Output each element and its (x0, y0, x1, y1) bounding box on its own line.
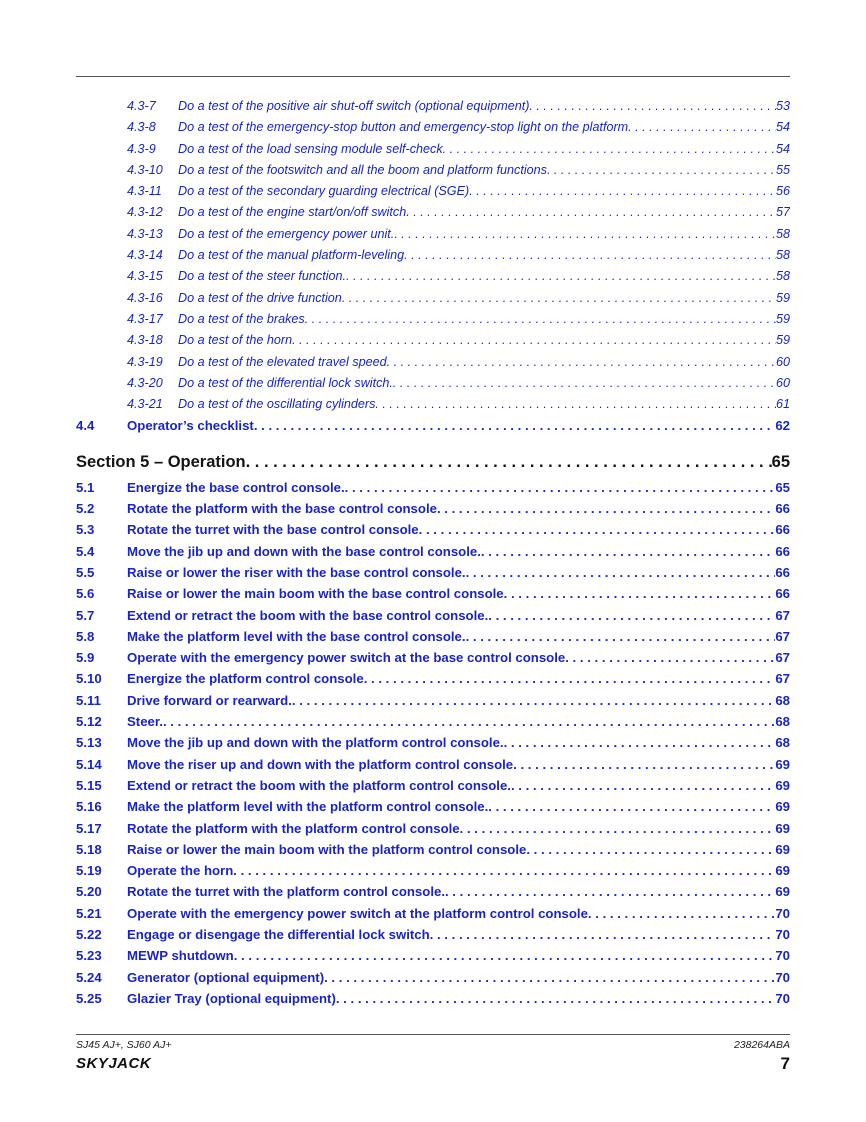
dot-leader (404, 245, 776, 266)
toc-entry-number: 5.22 (76, 926, 102, 942)
skyjack-logo: SKYJACK (76, 1055, 152, 1072)
toc-entry-title: Do a test of the engine start/on/off switch (178, 205, 407, 220)
toc-entry-title: Operator’s checklist (127, 418, 254, 434)
toc-entry[interactable] (76, 266, 790, 287)
toc-entry-number: 5.11 (76, 692, 101, 708)
footer-doc-number: 238264ABA (733, 1039, 790, 1051)
toc-entry-title: Steer. (127, 714, 163, 730)
toc-entry-page: 60 (775, 375, 790, 390)
toc-entry-page: 58 (775, 269, 790, 284)
toc-entry-page: 67 (775, 650, 790, 666)
dot-leader (246, 449, 772, 475)
toc-entry[interactable] (76, 117, 790, 138)
toc-entry-page: 68 (775, 692, 790, 708)
toc-entry-number: 5.23 (76, 948, 102, 964)
toc-entry-number: 5.1 (76, 479, 95, 495)
toc-entry[interactable] (76, 818, 790, 839)
toc-entry-page: 55 (775, 162, 790, 177)
toc-entry-title: Rotate the turret with the platform control console. (127, 884, 445, 900)
toc-entry-page: 69 (775, 841, 790, 857)
toc-entry[interactable] (76, 202, 790, 223)
toc-entry-title: Do a test of the manual platform-leveling (178, 248, 405, 263)
toc-entry-number: 5.13 (76, 735, 102, 751)
toc-entry[interactable] (76, 945, 790, 966)
toc-entry-number: 5.24 (76, 969, 102, 985)
dot-leader (511, 775, 775, 796)
toc-entry[interactable] (76, 775, 790, 796)
toc-entry-page: 59 (775, 311, 790, 326)
dot-leader (406, 202, 776, 223)
toc-entry[interactable] (76, 245, 790, 266)
toc-entry-number: 5.25 (76, 990, 102, 1006)
toc-entry-title: Engage or disengage the differential lock switch (127, 926, 430, 942)
toc-entry[interactable] (76, 330, 790, 351)
toc-entry-number: 5.14 (76, 756, 102, 772)
dot-leader (469, 181, 776, 202)
toc-entry-number: 4.3-15 (127, 269, 163, 284)
dot-leader (565, 647, 775, 668)
dot-leader (375, 394, 776, 415)
toc-entry-number: 5.2 (76, 501, 95, 517)
toc-entry[interactable] (76, 839, 790, 860)
toc-section-heading[interactable] (76, 449, 790, 475)
toc-entry-page: 67 (775, 628, 790, 644)
toc-entry-title: Do a test of the positive air shut-off switch (optional equipment) (178, 99, 530, 113)
dot-leader (346, 266, 776, 287)
toc-entry[interactable] (76, 160, 790, 181)
toc-entry-title: Do a test of the load sensing module self-check (178, 141, 443, 156)
toc-entry[interactable] (76, 352, 790, 373)
toc-entry-title: Do a test of the drive function (178, 290, 342, 305)
page-number: 7 (780, 1054, 790, 1073)
toc-entry[interactable] (76, 181, 790, 202)
dot-leader (419, 519, 776, 540)
toc-entry-title: Operate with the emergency power switch at the platform control console (127, 905, 588, 921)
toc-entry-page: 69 (775, 820, 790, 836)
toc-entry-page: 69 (775, 799, 790, 815)
toc-entry-title: Do a test of the footswitch and all the boom and platform functions (178, 162, 547, 177)
toc-entry-title: Energize the base control console. (127, 479, 345, 495)
toc-entry-title: Do a test of the brakes (178, 311, 305, 326)
toc-entry-number: 5.21 (76, 905, 102, 921)
toc-entry-number: 5.3 (76, 522, 95, 538)
dot-leader (488, 796, 775, 817)
dot-leader (292, 330, 776, 351)
dot-leader (364, 668, 776, 689)
toc-entry-page: 58 (775, 226, 790, 241)
toc-entry[interactable] (76, 690, 790, 711)
dot-leader (504, 583, 776, 604)
toc-entry-number: 5.4 (76, 543, 95, 559)
dot-leader (305, 309, 776, 330)
toc-entry-page: 66 (775, 522, 790, 538)
toc-entry-page: 62 (775, 418, 790, 434)
toc-entry[interactable] (76, 988, 790, 1009)
toc-entry[interactable] (76, 288, 790, 309)
toc-entry-page: 56 (775, 184, 790, 199)
dot-leader (292, 690, 775, 711)
toc-entry-number: 5.8 (76, 628, 95, 644)
toc-entry-title: Raise or lower the main boom with the platform control console (127, 841, 527, 857)
toc-entry-number: 4.3-14 (127, 248, 163, 263)
toc-entry[interactable] (76, 373, 790, 394)
toc-entry-page: 65 (775, 479, 790, 495)
toc-entry-title: Extend or retract the boom with the platform control console. (127, 777, 511, 793)
toc-entry[interactable] (76, 668, 790, 689)
dot-leader (342, 288, 776, 309)
dot-leader (588, 903, 775, 924)
toc-entry-number: 4.4 (76, 418, 95, 434)
dot-leader (513, 754, 775, 775)
dot-leader (460, 818, 776, 839)
toc-entry-page: 70 (775, 969, 790, 985)
toc-entry[interactable] (76, 541, 790, 562)
dot-leader (445, 881, 775, 902)
toc-entry[interactable] (76, 881, 790, 902)
toc-entry-number: 5.9 (76, 650, 95, 666)
toc-entry-page: 66 (775, 586, 790, 602)
dot-leader (345, 477, 776, 498)
toc-entry-number: 5.7 (76, 607, 95, 623)
dot-leader (529, 96, 776, 117)
toc-entry[interactable] (76, 477, 790, 498)
toc-entry-page: 69 (775, 863, 790, 879)
toc-entry-page: 57 (775, 205, 790, 220)
toc-entry-title: Generator (optional equipment) (127, 969, 325, 985)
toc-entry-number: 5.6 (76, 586, 95, 602)
toc-entry-page: 53 (775, 99, 790, 113)
toc-entry-number: 4.3-19 (127, 354, 163, 369)
dot-leader (163, 711, 775, 732)
toc-entry-page: 65 (771, 452, 790, 471)
toc-entry-page: 54 (775, 120, 790, 135)
toc-entry-title: Make the platform level with the platform control console. (127, 799, 489, 815)
dot-leader (628, 117, 776, 138)
toc-entry-number: 5.12 (76, 714, 102, 730)
toc-entry-number: 4.3-7 (127, 99, 156, 113)
toc-entry[interactable] (76, 626, 790, 647)
toc-entry-page: 67 (775, 671, 790, 687)
toc-entry-page: 70 (775, 926, 790, 942)
toc-entry-title: Do a test of the oscillating cylinders (178, 397, 376, 412)
toc-entry-page: 70 (775, 905, 790, 921)
toc-entry-title: Rotate the platform with the base control console (127, 501, 437, 517)
toc-entry-title: Do a test of the differential lock switch. (178, 375, 393, 390)
toc-entry-title: Operate the horn (127, 863, 234, 879)
toc-entry-title: Do a test of the secondary guarding electrical (SGE) (178, 184, 470, 199)
dot-leader (481, 541, 775, 562)
toc-entry-title: MEWP shutdown (127, 948, 234, 964)
dot-leader (466, 626, 776, 647)
footer-model: SJ45 AJ+, SJ60 AJ+ (76, 1039, 172, 1051)
dot-leader (324, 967, 775, 988)
toc-entry[interactable] (76, 224, 790, 245)
toc-entry-title: Operate with the emergency power switch at the base control console (127, 650, 566, 666)
toc-entry[interactable] (76, 415, 790, 436)
toc-entry-page: 70 (775, 990, 790, 1006)
toc-entry[interactable] (76, 967, 790, 988)
toc-entry-number: 4.3-21 (127, 397, 163, 412)
dot-leader (387, 352, 776, 373)
toc-entry-title: Move the riser up and down with the platform control console (127, 756, 514, 772)
toc-entry-page: 66 (775, 564, 790, 580)
toc-entry-number: 4.3-13 (127, 226, 163, 241)
toc-entry[interactable] (76, 519, 790, 540)
toc-entry-number: 4.3-12 (127, 205, 163, 220)
dot-leader (437, 498, 775, 519)
toc-entry-page: 54 (775, 141, 790, 156)
toc-entry-number: 5.15 (76, 777, 102, 793)
toc-entry-page: 60 (775, 354, 790, 369)
toc-entry-number: 4.3-18 (127, 333, 163, 348)
dot-leader (504, 732, 776, 753)
dot-leader (234, 945, 776, 966)
toc-entry[interactable] (76, 562, 790, 583)
toc-entry[interactable] (76, 498, 790, 519)
dot-leader (233, 860, 775, 881)
toc-entry-number: 4.3-10 (127, 162, 163, 177)
toc-entry-title: Do a test of the horn (178, 333, 293, 348)
toc-entry-title: Section 5 – Operation (76, 452, 246, 471)
toc-entry-number: 4.3-8 (127, 120, 156, 135)
dot-leader (254, 415, 776, 436)
toc-entry[interactable] (76, 139, 790, 160)
toc-entry[interactable] (76, 96, 790, 117)
toc-entry-number: 4.3-9 (127, 141, 156, 156)
dot-leader (336, 988, 775, 1009)
toc-entry-page: 59 (775, 333, 790, 348)
toc-entry-title: Raise or lower the main boom with the base control console (127, 586, 504, 602)
toc-entry-page: 68 (775, 735, 790, 751)
toc-entry-page: 70 (775, 948, 790, 964)
dot-leader (430, 924, 776, 945)
toc-entry[interactable] (76, 711, 790, 732)
toc-entry-title: Raise or lower the riser with the base control console. (127, 564, 466, 580)
toc-entry-number: 4.3-16 (127, 290, 163, 305)
footer-rule (76, 1034, 790, 1035)
toc-entry[interactable] (76, 903, 790, 924)
toc-entry-title: Drive forward or rearward. (127, 692, 292, 708)
toc-entry[interactable] (76, 924, 790, 945)
dot-leader (466, 562, 776, 583)
toc-entry-title: Rotate the turret with the base control console (127, 522, 419, 538)
toc-entry-title: Do a test of the emergency-stop button and emergency-stop light on the platform (178, 120, 629, 135)
toc-entry-title: Do a test of the emergency power unit. (178, 226, 395, 241)
toc-entry-number: 5.18 (76, 841, 102, 857)
toc-entry[interactable] (76, 732, 790, 753)
toc-entry[interactable] (76, 796, 790, 817)
toc-entry[interactable] (76, 647, 790, 668)
dot-leader (488, 605, 775, 626)
toc-entry-number: 4.3-11 (127, 184, 162, 199)
table-of-contents (76, 96, 790, 1009)
toc-entry-number: 5.20 (76, 884, 102, 900)
toc-entry-page: 66 (775, 501, 790, 517)
toc-entry-title: Rotate the platform with the platform control console (127, 820, 460, 836)
toc-entry-title: Do a test of the steer function. (178, 269, 347, 284)
toc-entry-title: Make the platform level with the base control console. (127, 628, 466, 644)
dot-leader (547, 160, 776, 181)
toc-entry-page: 66 (775, 543, 790, 559)
toc-entry-title: Move the jib up and down with the base control console. (127, 543, 481, 559)
dot-leader (443, 139, 776, 160)
toc-entry-number: 5.16 (76, 799, 102, 815)
toc-entry-page: 67 (775, 607, 790, 623)
toc-entry[interactable] (76, 394, 790, 415)
toc-entry-title: Do a test of the elevated travel speed (178, 354, 387, 369)
toc-entry-page: 59 (775, 290, 790, 305)
toc-entry-number: 4.3-17 (127, 311, 163, 326)
toc-entry[interactable] (76, 605, 790, 626)
toc-entry-page: 68 (775, 714, 790, 730)
toc-entry-page: 69 (775, 756, 790, 772)
dot-leader (394, 224, 776, 245)
toc-entry-number: 5.5 (76, 564, 95, 580)
toc-entry-page: 61 (775, 397, 790, 412)
toc-entry-title: Energize the platform control console (127, 671, 364, 687)
header-rule (76, 76, 790, 77)
dot-leader (393, 373, 776, 394)
toc-entry[interactable] (76, 309, 790, 330)
toc-entry[interactable] (76, 860, 790, 881)
toc-entry-number: 5.10 (76, 671, 102, 687)
toc-entry-number: 4.3-20 (127, 375, 163, 390)
toc-entry-page: 69 (775, 884, 790, 900)
toc-entry-page: 58 (775, 248, 790, 263)
toc-entry-number: 5.19 (76, 863, 102, 879)
toc-entry[interactable] (76, 754, 790, 775)
toc-entry-title: Glazier Tray (optional equipment) (127, 990, 336, 1006)
toc-entry-number: 5.17 (76, 820, 102, 836)
toc-entry-title: Move the jib up and down with the platform control console. (127, 735, 504, 751)
toc-entry[interactable] (76, 583, 790, 604)
dot-leader (526, 839, 775, 860)
toc-entry-title: Extend or retract the boom with the base control console. (127, 607, 489, 623)
toc-entry-page: 69 (775, 777, 790, 793)
